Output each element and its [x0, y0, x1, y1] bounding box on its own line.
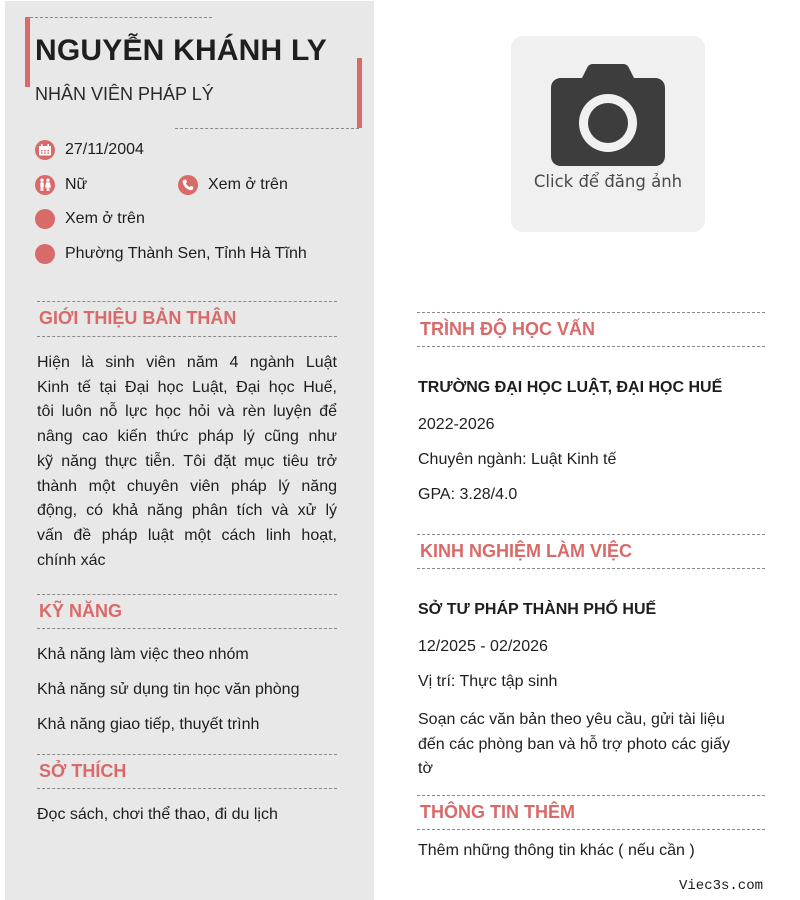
skills-divider-top: [37, 594, 337, 595]
gender-icon: [35, 175, 55, 195]
address-value: Phường Thành Sen, Tỉnh Hà Tĩnh: [65, 245, 307, 262]
experience-company[interactable]: SỞ TƯ PHÁP THÀNH PHỐ HUẾ: [418, 601, 657, 618]
address-icon: [35, 244, 55, 264]
birthday-value: 27/11/2004: [65, 141, 144, 158]
about-line: vấn đề pháp luật một cách linh hoạt,: [37, 526, 337, 544]
additional-text[interactable]: Thêm những thông tin khác ( nếu cần ): [418, 842, 695, 859]
header-right-accent-bar: [357, 58, 362, 128]
header-top-divider: [30, 17, 212, 18]
about-line: Hiện là sinh viên năm 4 ngành Luật: [37, 354, 337, 371]
about-line: Kinh tế tại Đại học Luật, Đại học Huế,: [37, 378, 337, 396]
experience-description-line: Soạn các văn bản theo yêu cầu, gửi tài liệu: [418, 711, 725, 728]
candidate-name[interactable]: NGUYỄN KHÁNH LY: [35, 34, 327, 67]
about-line: động, có khả năng phân tích và xử lý: [37, 502, 337, 520]
phone-row[interactable]: [178, 175, 288, 195]
header-left-accent-bar: [25, 17, 30, 87]
about-text[interactable]: [37, 351, 337, 573]
about-line: nâng cao kiến thức pháp lý cũng như: [37, 428, 337, 446]
education-gpa[interactable]: GPA: 3.28/4.0: [418, 486, 518, 503]
gender-row[interactable]: [35, 175, 87, 195]
additional-section-title[interactable]: THÔNG TIN THÊM: [420, 802, 575, 822]
footer-brand: Viec3s.com: [678, 878, 763, 894]
experience-description[interactable]: [418, 708, 730, 782]
hobbies-divider-top: [37, 754, 337, 755]
about-divider-top: [37, 301, 337, 302]
experience-description-line: đến các phòng ban và hỗ trợ photo các giấy: [418, 735, 731, 753]
hobbies-section-title[interactable]: SỞ THÍCH: [39, 761, 127, 781]
camera-icon: [549, 64, 667, 166]
birthday-row[interactable]: [35, 140, 144, 160]
calendar-icon: [35, 140, 55, 160]
education-section-title[interactable]: TRÌNH ĐỘ HỌC VẤN: [420, 319, 595, 339]
additional-divider-bottom: [417, 829, 765, 830]
phone-value: Xem ở trên: [208, 176, 288, 193]
header-bottom-divider: [175, 128, 359, 129]
address-row[interactable]: [35, 244, 307, 264]
education-period[interactable]: 2022-2026: [418, 416, 495, 433]
email-row[interactable]: [35, 209, 145, 229]
about-divider-bottom: [37, 336, 337, 337]
additional-divider-top: [417, 795, 765, 796]
skill-item[interactable]: Khả năng làm việc theo nhóm: [37, 646, 249, 663]
email-icon: [35, 209, 55, 229]
about-line: thành một chuyên viên pháp lý năng: [37, 477, 337, 495]
education-divider-bottom: [417, 346, 765, 347]
phone-icon: [178, 175, 198, 195]
skills-divider-bottom: [37, 628, 337, 629]
education-school[interactable]: TRƯỜNG ĐẠI HỌC LUẬT, ĐẠI HỌC HUẾ: [418, 379, 723, 396]
experience-divider-top: [417, 534, 765, 535]
job-title[interactable]: NHÂN VIÊN PHÁP LÝ: [35, 84, 214, 104]
email-value: Xem ở trên: [65, 210, 145, 227]
experience-description-line: tờ: [418, 760, 433, 777]
experience-divider-bottom: [417, 568, 765, 569]
skills-section-title[interactable]: KỸ NĂNG: [39, 601, 123, 621]
about-line: kỹ năng thực tiễn. Tôi đặt mục tiêu trở: [37, 452, 337, 470]
photo-upload-label: Click để đăng ảnh: [533, 172, 683, 191]
gender-value: Nữ: [65, 176, 88, 193]
experience-section-title[interactable]: KINH NGHIỆM LÀM VIỆC: [420, 541, 633, 561]
skill-item[interactable]: Khả năng giao tiếp, thuyết trình: [37, 716, 260, 733]
about-line: chính xác: [37, 551, 106, 569]
experience-period[interactable]: 12/2025 - 02/2026: [418, 638, 548, 655]
hobbies-text[interactable]: Đọc sách, chơi thể thao, đi du lịch: [37, 806, 278, 823]
about-line: tôi luôn nỗ lực học hỏi và rèn luyện để: [37, 403, 337, 421]
education-divider-top: [417, 312, 765, 313]
photo-upload-button[interactable]: [511, 36, 705, 232]
about-section-title[interactable]: GIỚI THIỆU BẢN THÂN: [39, 308, 237, 328]
education-major[interactable]: Chuyên ngành: Luật Kinh tế: [418, 451, 617, 468]
hobbies-divider-bottom: [37, 788, 337, 789]
skill-item[interactable]: Khả năng sử dụng tin học văn phòng: [37, 681, 300, 698]
experience-position[interactable]: Vị trí: Thực tập sinh: [418, 673, 558, 690]
